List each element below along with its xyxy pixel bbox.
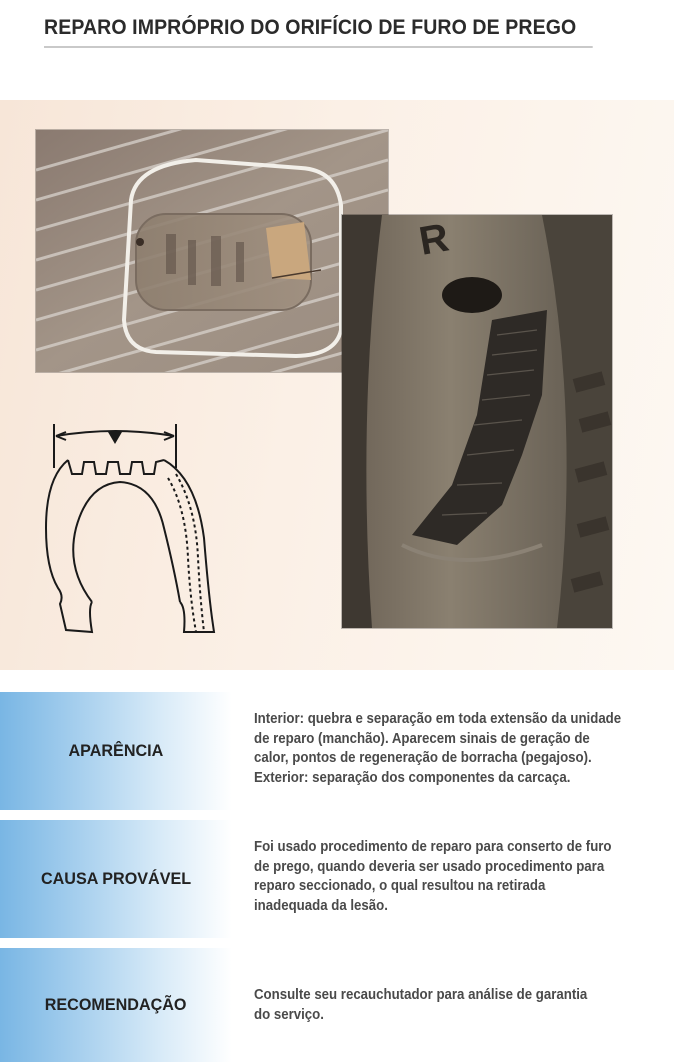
- text-line: de prego, quando deveria ser usado procedimento para: [254, 858, 605, 875]
- text-line: calor, pontos de regeneração de borracha (pegajoso).: [254, 750, 592, 766]
- photo-panel: [0, 100, 674, 670]
- probable-cause-label-box: [0, 820, 232, 938]
- text-line: Exterior: separação dos componentes da carcaça.: [254, 769, 571, 786]
- appearance-label: APARÊNCIA: [68, 741, 164, 760]
- text-line: Foi usado procedimento de reparo para conserto de furo: [254, 839, 612, 855]
- text-line: de reparo (manchão). Aparecem sinais de geração de: [254, 730, 590, 747]
- recommendation-row: [0, 948, 674, 1062]
- recommendation-label-box: [0, 948, 232, 1062]
- text-line: do serviço.: [254, 1006, 324, 1023]
- recommendation-label: RECOMENDAÇÃO: [45, 995, 187, 1014]
- text-line: Interior: quebra e separação em toda extensão da unidade: [254, 711, 622, 727]
- page-title: REPARO IMPRÓPRIO DO ORIFÍCIO DE FURO DE PREGO: [44, 16, 593, 48]
- recommendation-text: [254, 986, 674, 1025]
- text-line: inadequada da lesão.: [254, 897, 388, 914]
- sidewall-separation-photo: [342, 215, 612, 628]
- appearance-label-box: [0, 692, 232, 810]
- probable-cause-text: [254, 838, 674, 916]
- text-line: Consulte seu recauchutador para análise de garantia: [254, 987, 588, 1003]
- svg-text:R: R: [415, 215, 453, 264]
- probable-cause-label: CAUSA PROVÁVEL: [40, 869, 192, 888]
- text-line: reparo seccionado, o qual resultou na retirada: [254, 878, 546, 894]
- tire-cross-section-diagram: [36, 418, 232, 652]
- appearance-row: [0, 692, 674, 810]
- appearance-text: [254, 710, 674, 788]
- inner-repair-photo: [36, 130, 388, 372]
- probable-cause-row: [0, 820, 674, 938]
